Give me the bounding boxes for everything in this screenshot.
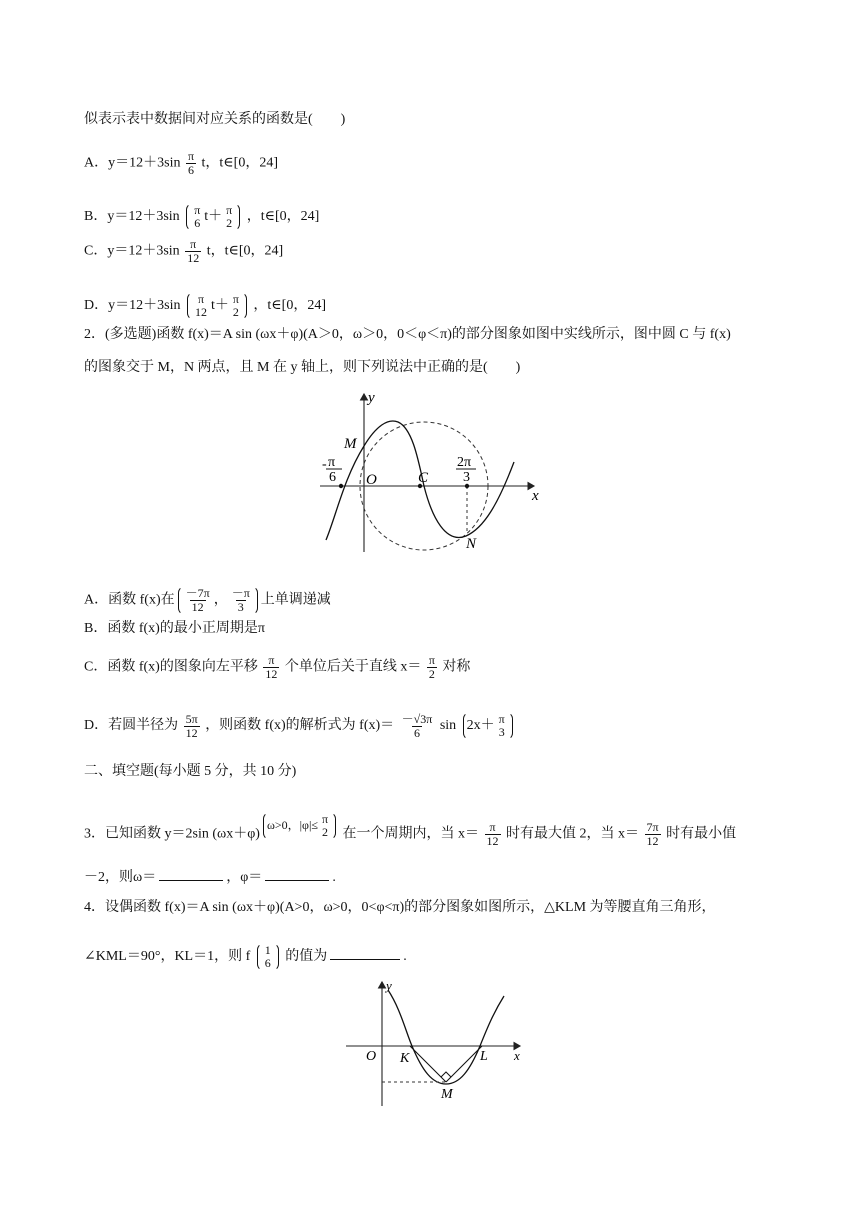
fraction [485,821,501,848]
point-neg-pi6 [339,484,343,488]
q2-line1: 2．(多选题)函数 f(x)＝A sin (ωx＋φ)(A＞0，ω＞0，0＜φ＜π)的部分图象如图中实线所示，图中圆 C 与 f(x) [84,327,731,342]
two-pi3-num: 2π [457,455,472,470]
q3-text: 时有最小值 [666,826,737,842]
option-text: y＝12＋3sin [107,209,180,225]
blank-omega[interactable] [159,868,223,881]
paren-group [263,812,336,840]
q3-text: 3．已知函数 y＝2sin (ωx＋φ) [84,826,260,842]
fraction-num: π [489,820,496,834]
fraction-den: 3 [498,725,505,739]
q3-line1 [84,812,737,848]
cond-text: ω>0，|φ|≤ [266,818,318,833]
q3-text: 在一个周期内，当 x＝ [342,826,480,842]
q1-option-b[interactable] [84,203,319,231]
fraction [427,654,437,681]
fraction-den: 12 [265,667,278,681]
inner-text: t＋ [204,209,223,225]
fraction-num: －√3π [401,711,433,726]
option-label: C． [84,659,108,675]
option-text: t，t∈[0，24] [201,155,278,171]
fraction-den: 3 [237,600,244,614]
fraction-num: 7π [646,820,659,834]
q4-text: . [403,949,407,965]
fraction-num: π [498,712,505,726]
paren-group [178,586,258,615]
q3-text: －2，则ω＝ [84,870,157,885]
option-text: ，则函数 f(x)的解析式为 f(x)＝ [205,718,395,734]
y-label: y [386,978,392,993]
fraction-num: 5π [185,711,198,726]
fraction-num: π [232,292,239,306]
q1-option-c[interactable] [84,238,283,265]
q1-stem-end: 似表示表中数据间对应关系的函数是( ) [84,112,346,127]
q2-option-c[interactable] [84,654,470,681]
l-label: L [480,1049,488,1064]
sep-text: ， [213,592,228,608]
fraction [193,293,209,319]
cosine-curve [388,990,504,1084]
m-label: M [344,436,357,452]
paren-group [187,292,247,320]
option-text: 上单调递减 [260,592,331,608]
option-label: A． [84,155,109,171]
section-title: 二、填空题(每小题 5 分，共 10 分) [84,764,297,779]
fraction-num: π [197,292,204,306]
paren-group [257,943,279,971]
triangle-km [410,1046,446,1082]
option-text: 个单位后关于直线 x＝ [284,659,422,675]
option-text: y＝12＋3sin [108,298,181,314]
o-label: O [366,472,377,488]
fraction-num: π [226,203,233,217]
option-text: 函数 f(x)的图象向左平移 [107,659,258,675]
triangle-ml [446,1046,482,1082]
right-angle-mark [441,1072,451,1077]
fraction [224,204,234,230]
q3-text: 时有最大值 2，当 x＝ [506,826,640,842]
k-label: K [400,1051,410,1066]
fraction-den: 6 [188,163,194,177]
neg-pi6-sign: - [322,457,327,472]
option-text: 对称 [442,659,471,675]
q4-text: ∠KML＝90°，KL＝1，则 f [84,949,251,965]
fraction [263,654,279,681]
option-text: 函数 f(x)的最小正周期是π [107,621,265,636]
q1-option-a[interactable] [84,150,278,177]
fraction [192,204,202,230]
fraction-den: 12 [486,834,499,848]
fraction-den: 2 [428,667,435,681]
fraction [400,713,435,740]
fraction [184,713,200,740]
fraction [645,821,661,848]
q2-option-d[interactable] [84,712,516,740]
option-label: D． [84,718,109,734]
option-label: A． [84,592,109,608]
inner-text: t＋ [210,298,229,314]
fraction-num: π [190,237,197,251]
paren-group [463,712,513,740]
fraction [320,813,330,839]
fraction [497,713,507,739]
option-label: D． [84,298,109,314]
option-text: y＝12＋3sin [107,243,180,259]
neg-pi6-den: 6 [329,470,336,485]
fraction [263,944,273,970]
two-pi3-den: 3 [463,470,470,485]
fraction [231,293,241,319]
m-label: M [441,1087,453,1102]
fraction-num: －π [231,586,250,600]
option-text: 函数 f(x)在 [108,592,175,608]
fraction-den: 6 [414,725,420,740]
q3-text: ，φ＝ [226,870,263,885]
fraction [185,238,201,265]
fraction-den: 6 [264,956,271,970]
option-text: t，t∈[0，24] [206,243,284,259]
q4-text: 的值为 [285,949,328,965]
q2-figure [316,388,548,556]
fraction-num: 1 [264,943,271,957]
fraction-den: 6 [194,216,201,230]
q1-option-d[interactable] [84,292,326,320]
fraction-num: π [428,653,435,667]
fraction-num: π [187,149,195,163]
option-text: y＝12＋3sin [108,155,181,171]
y-label: y [368,390,375,406]
q2-option-a[interactable] [84,586,331,615]
fraction-den: 12 [185,725,198,740]
o-label: O [366,1049,377,1064]
fraction-den: 12 [646,834,659,848]
option-text: sin [439,718,457,734]
fraction-num: π [268,653,275,667]
option-text: 若圆半径为 [108,718,179,734]
option-label: B． [84,621,108,636]
q2-line2: 的图象交于 M，N 两点，且 M 在 y 轴上，则下列说法中正确的是( ) [84,360,521,375]
fraction [186,150,196,177]
fraction-num: －7π [185,586,210,600]
n-label: N [466,536,477,552]
q4-line1: 4．设偶函数 f(x)＝A sin (ωx＋φ)(A>0，ω>0，0<φ<π)的部分图象如图所示，△KLM 为等腰直角三角形， [84,900,716,915]
x-label: x [514,1048,520,1063]
q4-figure [344,976,534,1110]
inner-text: 2x＋ [466,718,495,734]
fraction-num: π [321,812,329,826]
c-label: C [418,470,429,486]
x-label: x [532,488,539,504]
q2-option-b[interactable] [84,621,265,637]
option-text: ，t∈[0，24] [253,298,326,314]
fraction-den: 12 [194,305,207,319]
option-label: C． [84,243,108,259]
option-label: B． [84,209,108,225]
blank-phi[interactable] [265,868,329,881]
fraction-den: 12 [187,251,200,265]
fraction-num: π [194,203,201,217]
fraction [184,587,212,614]
q3-text: . [332,870,336,885]
neg-pi6-num: π [328,455,336,470]
fraction [230,587,252,614]
fraction-den: 2 [232,305,239,319]
fraction-den: 2 [226,216,233,230]
q3-line2 [84,868,336,886]
q4-line2 [84,943,407,971]
fraction-den: 12 [191,600,204,614]
paren-group [186,203,240,231]
fraction-den: 2 [321,825,328,839]
option-text: ，t∈[0，24] [246,209,320,225]
blank-f-value[interactable] [330,947,400,960]
